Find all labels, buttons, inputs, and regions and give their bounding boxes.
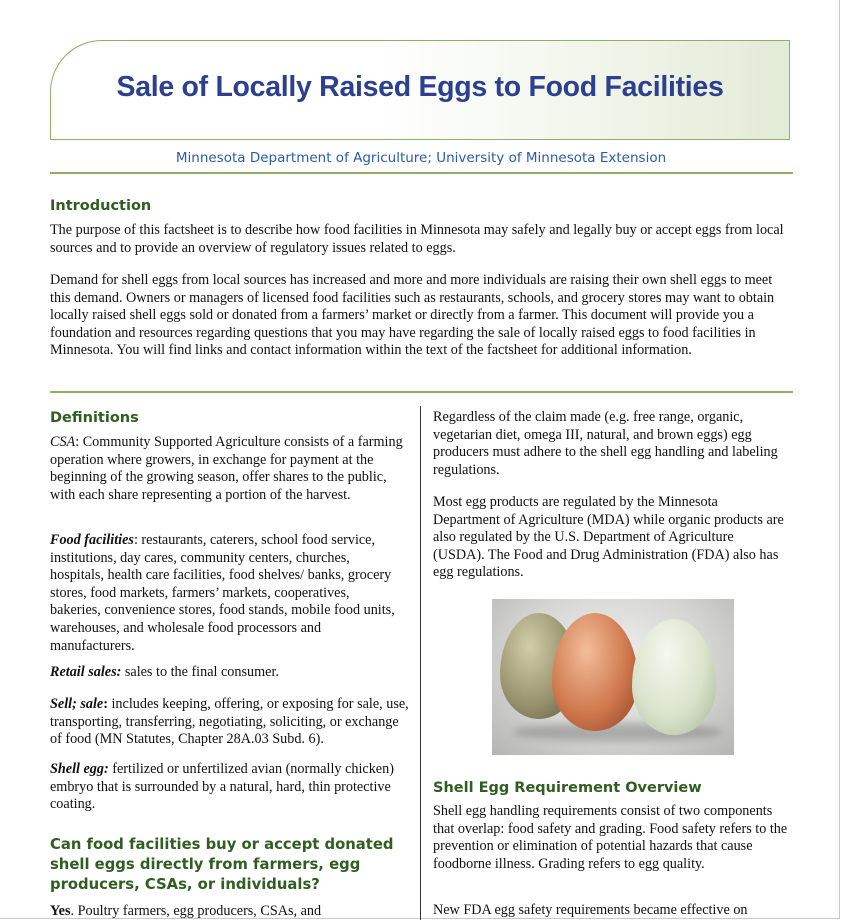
definition-food-facilities-text: : restaurants, caterers, school food service, institutions, day cares, community centers, churches, hospitals, health care facilities, food shelves/ banks, grocery stores, food markets, farmers’ markets, cooperatives, bakeries, convenience stores, food stands, mobile food units, warehouses, and wholesale food processors and manufacturers.: [50, 532, 395, 654]
definition-sell: [50, 696, 410, 749]
overview-heading: Shell Egg Requirement Overview: [433, 780, 702, 796]
green-egg: [632, 619, 716, 735]
overview-paragraph-1: Shell egg handling requirements consist of two components that overlap: food safety and grading. Food safety refers to the prevention or elimination of potential hazards that cause foodborne illness. Grading refers to egg quality.: [433, 803, 788, 872]
definition-shell-egg-text: fertilized or unfertilized avian (normally chicken) embryo that is surrounded by a natural, hard, thin protective coating.: [50, 761, 394, 813]
intro-divider: [50, 391, 793, 393]
definition-csa: [50, 434, 410, 504]
title-banner: [50, 40, 790, 140]
definition-csa-term: CSA: [50, 434, 76, 450]
definition-csa-text: : Community Supported Agriculture consists of a farming operation where growers, in exchange for payment at the beginning of the growing season, offer shares to the public, with each share representing a portion of the harvest.: [50, 434, 403, 503]
brown-egg: [552, 613, 638, 731]
question-answer-text: . Poultry farmers, egg producers, CSAs, and: [70, 903, 322, 919]
definition-shell-egg-term: Shell egg:: [50, 761, 109, 777]
definition-sell-colon: :: [103, 696, 108, 712]
definition-food-facilities-term: Food facilities: [50, 532, 134, 548]
overview-paragraph-2: New FDA egg safety requirements became effective on: [433, 902, 748, 918]
column-divider: [420, 406, 421, 920]
definition-retail-sales-text: sales to the final consumer.: [121, 664, 279, 680]
question-heading: Can food facilities buy or accept donated shell eggs directly from farmers, egg producers, CSAs, or individuals?: [50, 836, 394, 893]
definition-food-facilities: [50, 532, 395, 655]
eggs-photo: [492, 599, 734, 755]
definition-retail-sales-term: Retail sales:: [50, 664, 122, 680]
definition-retail-sales: [50, 664, 410, 682]
document-subtitle: Minnesota Department of Agriculture; University of Minnesota Extension: [175, 150, 667, 166]
claims-paragraph: Regardless of the claim made (e.g. free range, organic, vegetarian diet, omega III, natural, and brown eggs) egg producers must adhere to the shell egg handling and labeling regulations.: [433, 409, 778, 478]
intro-paragraph-2: Demand for shell eggs from local sources has increased and more and more individuals are raising their own shell eggs to meet this demand. Owners or managers of licensed food facilities such as restaurants, schools, and grocery stores may want to obtain locally raised shell eggs sold or donated from a farmers’ market or directly from a farmer. This document will provide you a foundation and resources regarding questions that you may have regarding the sale of locally raised eggs to food facilities in Minnesota. You will find links and contact information within the text of the factsheet for additional information.: [50, 272, 775, 359]
definition-shell-egg: [50, 761, 410, 814]
subtitle-divider: [50, 172, 793, 174]
definition-sell-term: Sell; sale: [50, 696, 104, 712]
question-answer: [50, 903, 410, 921]
definitions-heading: Definitions: [50, 410, 139, 426]
intro-paragraph-1: The purpose of this factsheet is to describe how food facilities in Minnesota may safely and legally buy or accept eggs from local sources and to provide an overview of regulatory issues related to eggs.: [50, 222, 784, 256]
introduction-heading: Introduction: [50, 198, 152, 214]
document-title: Sale of Locally Raised Eggs to Food Facilities: [116, 71, 724, 103]
regulators-paragraph: Most egg products are regulated by the Minnesota Department of Agriculture (MDA) while organic products are also regulated by the U.S. Department of Agriculture (USDA). The Food and Drug Administration (FDA) also has egg regulations.: [433, 494, 784, 581]
definition-sell-text: includes keeping, offering, or exposing for sale, use, transporting, transferring, negotiating, soliciting, or exchange of food (MN Statutes, Chapter 28A.03 Subd. 6).: [50, 696, 409, 748]
question-answer-term: Yes: [50, 903, 71, 919]
